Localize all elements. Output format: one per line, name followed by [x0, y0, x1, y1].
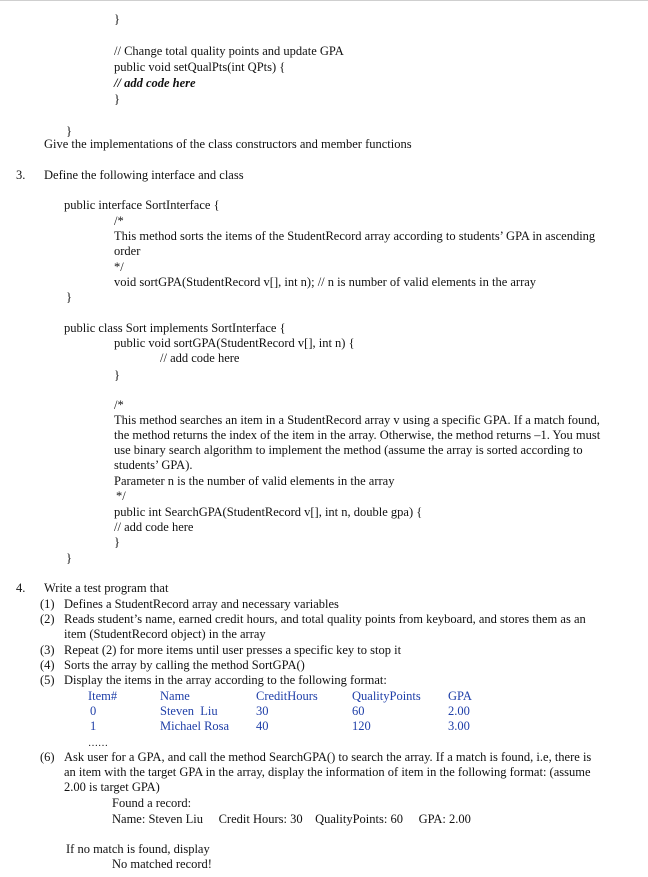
code-add-here: // add code here: [114, 520, 194, 534]
code-comment-line: Parameter n is the number of valid elements in the array: [114, 474, 395, 488]
page-top-border: [0, 0, 648, 1]
table-cell: 3.00: [448, 719, 470, 733]
table-cell: 2.00: [448, 704, 470, 718]
no-match-label: If no match is found, display: [66, 842, 210, 856]
question-number: 4.: [16, 581, 26, 595]
step-number: (3): [40, 643, 55, 657]
table-cell: Steven Liu: [160, 704, 218, 718]
step-text: 2.00 is target GPA): [64, 780, 160, 794]
question-text: Write a test program that: [44, 581, 169, 595]
code-comment-line: the method returns the index of the item in the array. Otherwise, the method returns –1. You must: [114, 428, 601, 442]
step-text: Defines a StudentRecord array and necessary variables: [64, 597, 339, 611]
code-comment-line: This method sorts the items of the StudentRecord array according to students’ GPA in ascending: [114, 229, 596, 243]
class-declaration: public class Sort implements SortInterface {: [64, 321, 286, 335]
code-comment-open: /*: [114, 398, 124, 412]
code-comment: // Change total quality points and update GPA: [114, 44, 344, 58]
table-cell: 1: [90, 719, 97, 733]
method-signature: void sortGPA(StudentRecord v[], int n); // n is number of valid elements in the array: [114, 275, 537, 289]
instruction-text: Give the implementations of the class constructors and member functions: [44, 137, 412, 151]
table-ellipsis: ……: [88, 738, 108, 749]
step-text: Ask user for a GPA, and call the method SearchGPA() to search the array. If a match is found, i.e, there is: [64, 750, 592, 764]
step-number: (2): [40, 612, 55, 626]
interface-declaration: public interface SortInterface {: [64, 198, 220, 212]
code-comment-line: order: [114, 244, 141, 258]
code-brace: }: [114, 92, 120, 106]
table-header: Name: [160, 689, 190, 703]
table-column-credit-hours: [256, 689, 318, 734]
table-cell: 60: [352, 704, 365, 718]
no-match-message: No matched record!: [112, 857, 212, 871]
step-text: Repeat (2) for more items until user presses a specific key to stop it: [64, 643, 402, 657]
code-signature: public void setQualPts(int QPts) {: [114, 60, 286, 74]
table-cell: Michael Rosa: [160, 719, 230, 733]
code-comment-close: */: [116, 489, 126, 503]
step-number: (1): [40, 597, 55, 611]
class-close: }: [66, 551, 72, 565]
table-header: Item#: [88, 689, 118, 703]
step-text: Sorts the array by calling the method SortGPA(): [64, 658, 305, 672]
table-column-quality-points: [352, 689, 421, 734]
code-comment-line: This method searches an item in a StudentRecord array v using a specific GPA. If a match found,: [114, 413, 600, 427]
step-number: (6): [40, 750, 55, 764]
table-header: GPA: [448, 689, 472, 703]
found-label: Found a record:: [112, 796, 192, 810]
code-comment-line: students’ GPA).: [114, 458, 193, 472]
code-comment-open: /*: [114, 214, 124, 228]
found-record-line: Name: Steven Liu Credit Hours: 30 QualityPoints: 60 GPA: 2.00: [112, 812, 471, 826]
table-cell: 40: [256, 719, 269, 733]
table-cell: 120: [352, 719, 371, 733]
code-brace: }: [114, 12, 120, 26]
step-number: (4): [40, 658, 55, 672]
question-text: Define the following interface and class: [44, 168, 244, 182]
method-signature: public int SearchGPA(StudentRecord v[], int n, double gpa) {: [114, 505, 423, 519]
step-text: Display the items in the array according to the following format:: [64, 673, 387, 687]
table-column-name: [160, 689, 229, 734]
code-add-here: // add code here: [114, 76, 196, 90]
step-text: Reads student’s name, earned credit hours, and total quality points from keyboard, and stores them as an: [64, 612, 586, 626]
method-signature: public void sortGPA(StudentRecord v[], int n) {: [114, 336, 355, 350]
question-number: 3.: [16, 168, 26, 182]
table-header: CreditHours: [256, 689, 318, 703]
step-text: an item with the target GPA in the array, display the information of item in the following format: (assume: [64, 765, 591, 779]
table-column-item: [88, 689, 117, 734]
table-cell: 0: [90, 704, 97, 718]
method-close: }: [114, 368, 120, 382]
code-add-here: // add code here: [160, 351, 240, 365]
code-comment-close: */: [114, 260, 124, 274]
table-column-gpa: [448, 689, 472, 734]
code-class-close: }: [66, 124, 72, 138]
table-cell: 30: [256, 704, 269, 718]
interface-close: }: [66, 290, 72, 304]
step-text: item (StudentRecord object) in the array: [64, 627, 266, 641]
method-close: }: [114, 535, 120, 549]
step-number: (5): [40, 673, 55, 687]
table-header: QualityPoints: [352, 689, 421, 703]
code-comment-line: use binary search algorithm to implement the method (assume the array is sorted according to: [114, 443, 583, 457]
